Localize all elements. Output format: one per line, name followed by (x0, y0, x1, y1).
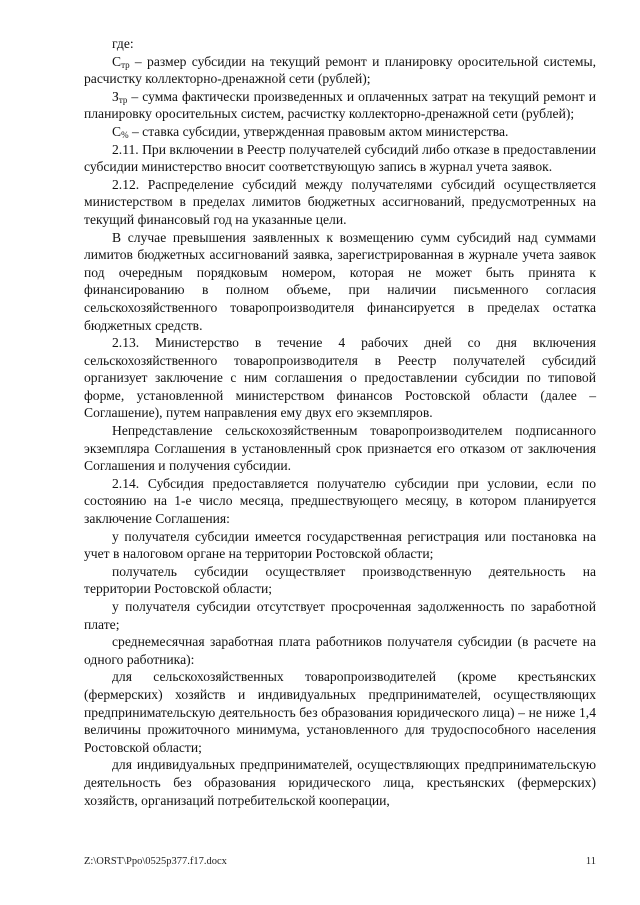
formula-symbol: С (112, 123, 122, 139)
paragraph-activity: получатель субсидии осуществляет производственную деятельность на территории Ростовской области; (84, 563, 596, 597)
paragraph-2-12: 2.12. Распределение субсидий между получателями субсидий осуществляется министерством в пределах лимитов бюджетных ассигнований, предусмотренных на текущий финансовый год на указанные цели. (84, 176, 596, 227)
paragraph-text: – размер субсидии на текущий ремонт и планировку оросительной системы, расчистку коллекторно-дренажной сети (рублей); (84, 53, 596, 87)
paragraph-excess: В случае превышения заявленных к возмещению сумм субсидий над суммами лимитов бюджетных ассигнований заявка, зарегистрированная в журнале учета заявок под очередным порядковым номером, которая не может быть принята к финансированию в полном объеме, при наличии письменного согласия сельскохозяйственного товаропроизводителя финансируется в пределах остатка бюджетных средств. (84, 229, 596, 333)
paragraph-text: – ставка субсидии, утвержденная правовым актом министерства. (128, 123, 509, 139)
formula-symbol: З (112, 88, 119, 104)
formula-subscript: % (121, 129, 129, 140)
paragraph-avg-salary: среднемесячная заработная плата работников получателя субсидии (в расчете на одного работника): (84, 634, 596, 667)
paragraph-non-submission: Непредставление сельскохозяйственным товаропроизводителем подписанного экземпляра Соглашения в установленный срок признается его отказом от заключения Соглашения и получения субсидии. (84, 423, 596, 474)
page-number: 11 (585, 856, 596, 867)
formula-subscript: тр (118, 94, 128, 105)
paragraph-def-cpct (84, 123, 596, 141)
paragraph-entrepreneurs: для индивидуальных предпринимателей, осуществляющих предпринимательскую деятельность без образования юридического лица, крестьянских (фермерских) хозяйств, организаций потребительской кооперации, (84, 757, 596, 808)
paragraph-2-11: 2.11. При включении в Реестр получателей субсидий либо отказе в предоставлении субсидии министерство вносит соответствующую запись в журнал учета заявок. (84, 141, 596, 175)
paragraph-2-13: 2.13. Министерство в течение 4 рабочих дней со дня включения сельскохозяйственного товаропроизводителя в Реестр получателей субсидий организует заключение с ним соглашения о предоставлении субсидии по типовой форме, установленной министерством финансов Ростовской области (далее – Соглашение), путем направления ему двух его экземпляров. (84, 335, 596, 421)
paragraph-text: где: (112, 36, 134, 51)
paragraph-text: – сумма фактически произведенных и оплаченных затрат на текущий ремонт и планировку оросительных систем, расчистку коллекторно-дренажной сети (рублей); (84, 88, 596, 122)
paragraph-where (84, 35, 596, 53)
paragraph-no-debt: у получателя субсидии отсутствует просроченная задолженность по заработной плате; (84, 599, 596, 632)
formula-subscript: тр (121, 59, 130, 70)
paragraph-def-ztr (84, 88, 596, 123)
paragraph-def-ctr (84, 53, 596, 88)
footer-file-path: Z:\ORST\Ppo\0525p377.f17.docx (84, 856, 227, 867)
paragraph-registration: у получателя субсидии имеется государственная регистрация или постановка на учет в налоговом органе на территории Ростовской области; (84, 528, 596, 562)
paragraph-2-14: 2.14. Субсидия предоставляется получателю субсидии при условии, если по состоянию на 1-е число месяца, предшествующего месяцу, в котором планируется заключение Соглашения: (84, 475, 596, 527)
formula-symbol: С (112, 53, 122, 69)
paragraph-producers: для сельскохозяйственных товаропроизводителей (кроме крестьянских (фермерских) хозяйств и индивидуальных предпринимателей, осуществляющих предпринимательскую деятельность без образования юридического лица) – не ниже 1,4 величины прожиточного минимума, установленного для трудоспособного населения Ростовской области; (84, 669, 596, 755)
document-body (84, 35, 596, 809)
